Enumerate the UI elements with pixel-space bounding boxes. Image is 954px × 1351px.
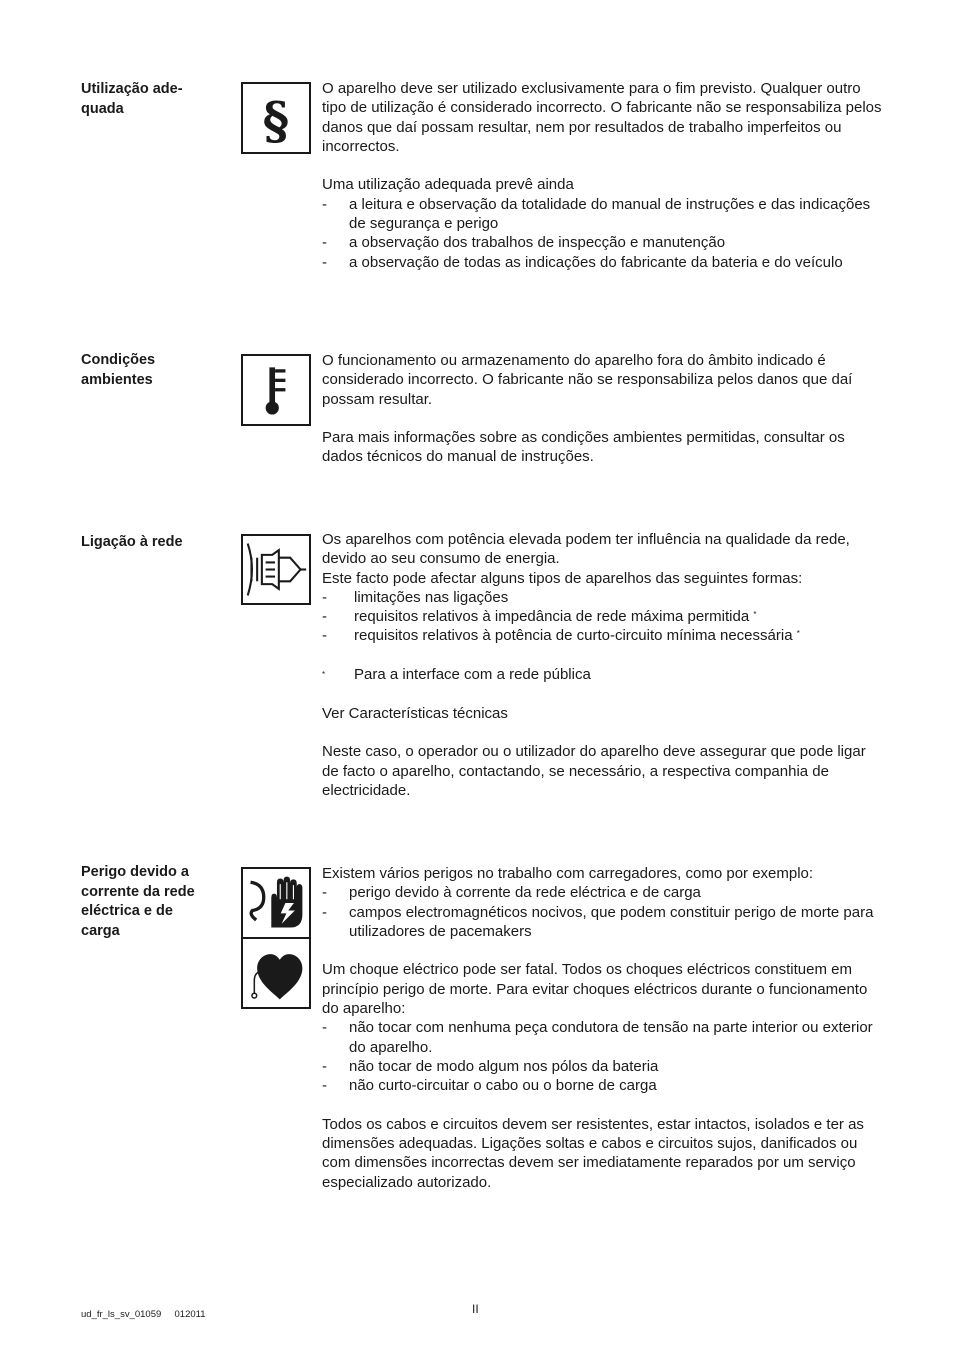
- footnote-mark: *: [753, 610, 757, 620]
- footnote-mark: *: [796, 629, 800, 639]
- list-item: - não curto-circuitar o cabo ou o borne de carga: [322, 1077, 657, 1095]
- list-item: - não tocar com nenhuma peça condutora de tensão na parte interior ou exterior do aparelho.: [322, 1019, 873, 1056]
- footnote-mark: *: [322, 670, 326, 680]
- paragraph: Este facto pode afectar alguns tipos de aparelhos das seguintes formas:: [322, 569, 803, 587]
- page-number: II: [472, 1302, 479, 1316]
- paragraph: O aparelho deve ser utilizado exclusivamente para o fim previsto. Qualquer outro tipo de utilização é considerado incorrecto. O fabricante não se responsabiliza pelos danos que daí possam resultar, nem por resultados de trabalho imperfeitos ou incorrectos.: [322, 80, 882, 155]
- section-heading: Ligação à rede: [81, 534, 183, 550]
- electric-shock-hand-icon: [241, 867, 311, 939]
- list-item: - a leitura e observação da totalidade do manual de instruções e das indicações de segurança e perigo: [322, 195, 871, 233]
- list-item: - limitações nas ligações: [322, 588, 509, 606]
- list-item: - requisitos relativos à impedância de rede máxima permitida *: [322, 608, 757, 626]
- list-item: - requisitos relativos à potência de curto-circuito mínima necessária *: [322, 627, 800, 645]
- paragraph-section-icon: [241, 82, 311, 154]
- section-heading: Condições ambientes: [81, 352, 156, 388]
- footer-doc-code: ud_fr_ls_sv_01059 012011: [81, 1309, 206, 1320]
- svg-text:§: §: [262, 90, 290, 151]
- list-item: - não tocar de modo algum nos pólos da bateria: [322, 1057, 659, 1075]
- paragraph: Neste caso, o operador ou o utilizador do aparelho deve assegurar que pode ligar de facto o aparelho, contactando, se necessário, a respectiva companhia de electricidade.: [322, 743, 866, 799]
- paragraph: Existem vários perigos no trabalho com carregadores, como por exemplo:: [322, 865, 814, 882]
- list-item: - a observação dos trabalhos de inspecção e manutenção: [322, 234, 726, 252]
- paragraph: Os aparelhos com potência elevada podem ter influência na qualidade da rede, devido ao seu consumo de energia.: [322, 531, 850, 568]
- thermometer-icon: [241, 354, 311, 426]
- section-body: [322, 864, 882, 1192]
- footnote: * Para a interface com a rede pública: [322, 666, 591, 684]
- paragraph: Para mais informações sobre as condições ambientes permitidas, consultar os dados técnicos do manual de instruções.: [322, 429, 845, 466]
- paragraph: Todos os cabos e circuitos devem ser resistentes, estar intactos, isolados e ter as dimensões adequadas. Ligações soltas e cabos e circuitos sujos, danificados ou com dimensões incorrectas devem ser imediatamente reparados por um serviço especializado autorizado.: [322, 1115, 864, 1191]
- list-item: - a observação de todas as indicações do fabricante da bateria e do veículo: [322, 253, 843, 271]
- section-heading: Perigo devido a corrente da rede eléctrica e de carga: [81, 864, 195, 939]
- pacemaker-heart-icon: [241, 937, 311, 1009]
- section-body: [322, 530, 882, 800]
- list-item: - campos electromagnéticos nocivos, que podem constituir perigo de morte para utilizadores de pacemakers: [322, 903, 874, 940]
- mains-plug-icon: [241, 534, 311, 605]
- paragraph: Um choque eléctrico pode ser fatal. Todos os choques eléctricos constituem em princípio perigo de morte. Para evitar choques eléctricos durante o funcionamento do aparelho:: [322, 961, 868, 1018]
- section-body: [322, 351, 882, 467]
- section-heading: Utilização ade- quada: [81, 81, 183, 117]
- section-body: [322, 79, 882, 272]
- paragraph: Ver Características técnicas: [322, 704, 508, 722]
- paragraph: O funcionamento ou armazenamento do aparelho fora do âmbito indicado é considerado incorrecto. O fabricante não se responsabiliza pelos danos que daí possam resultar.: [322, 352, 853, 408]
- paragraph: Uma utilização adequada prevê ainda: [322, 176, 574, 194]
- list-item: - perigo devido à corrente da rede eléctrica e de carga: [322, 884, 701, 902]
